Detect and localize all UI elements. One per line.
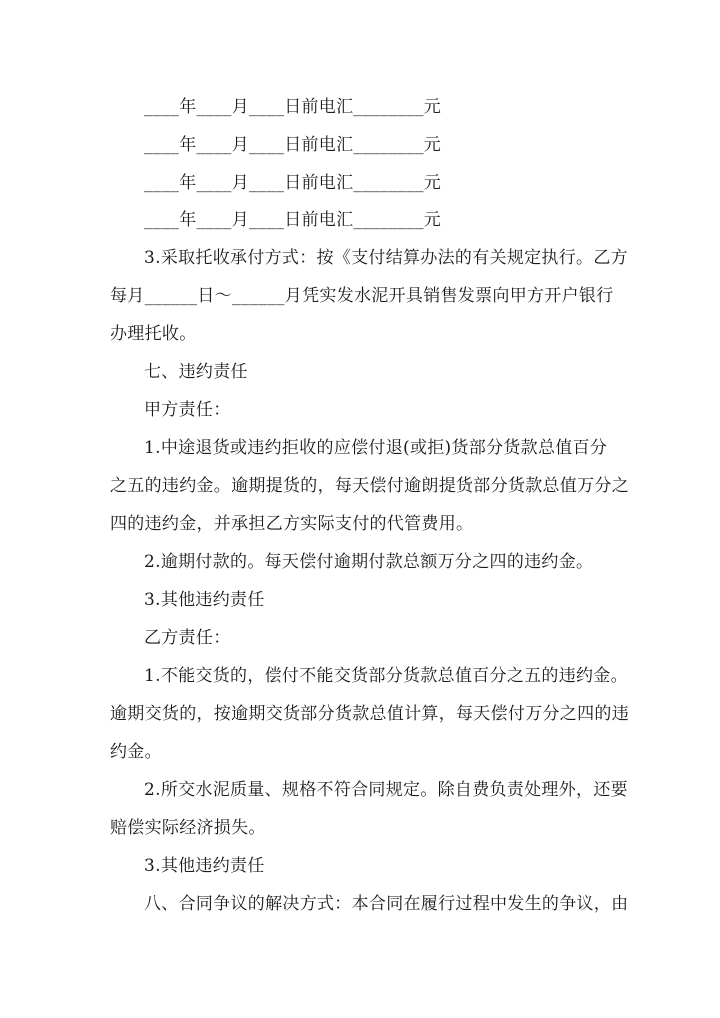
remittance-line-3: ____年____月____日前电汇________元 [144, 173, 442, 193]
paragraph-line: 约金。 [110, 742, 162, 762]
paragraph-line: 3.其他违约责任 [144, 856, 265, 876]
paragraph-line: 2.所交水泥质量、规格不符合同规定。除自费负责处理外，还要 [144, 780, 628, 800]
paragraph-line: 之五的违约金。逾期提货的，每天偿付逾朗提货部分货款总值万分之 [110, 476, 629, 496]
paragraph-line: 赔偿实际经济损失。 [110, 818, 266, 838]
paragraph-line: 3.采取托收承付方式：按《支付结算办法的有关规定执行。乙方 [144, 248, 628, 268]
section-heading: 七、违约责任 [144, 362, 248, 382]
section-heading: 八、合同争议的解决方式：本合同在履行过程中发生的争议，由 [144, 894, 629, 914]
subheading: 乙方责任： [144, 628, 231, 648]
paragraph-line: 1.中途退货或违约拒收的应偿付退(或拒)货部分货款总值百分 [144, 438, 608, 458]
paragraph-line: 3.其他违约责任 [144, 590, 265, 610]
paragraph-line: 1.不能交货的，偿付不能交货部分货款总值百分之五的违约金。 [144, 666, 628, 686]
remittance-line-4: ____年____月____日前电汇________元 [144, 210, 442, 230]
paragraph-line: 2.逾期付款的。每天偿付逾期付款总额万分之四的违约金。 [144, 552, 594, 572]
remittance-line-2: ____年____月____日前电汇________元 [144, 135, 442, 155]
remittance-line-1: ____年____月____日前电汇________元 [144, 97, 442, 117]
paragraph-line: 每月______日～______月凭实发水泥开具销售发票向甲方开户银行 [110, 286, 614, 306]
paragraph-line: 办理托收。 [110, 324, 197, 344]
paragraph-line: 逾期交货的，按逾期交货部分货款总值计算，每天偿付万分之四的违 [110, 704, 629, 724]
subheading: 甲方责任： [144, 400, 231, 420]
paragraph-line: 四的违约金，并承担乙方实际支付的代管费用。 [110, 514, 474, 534]
